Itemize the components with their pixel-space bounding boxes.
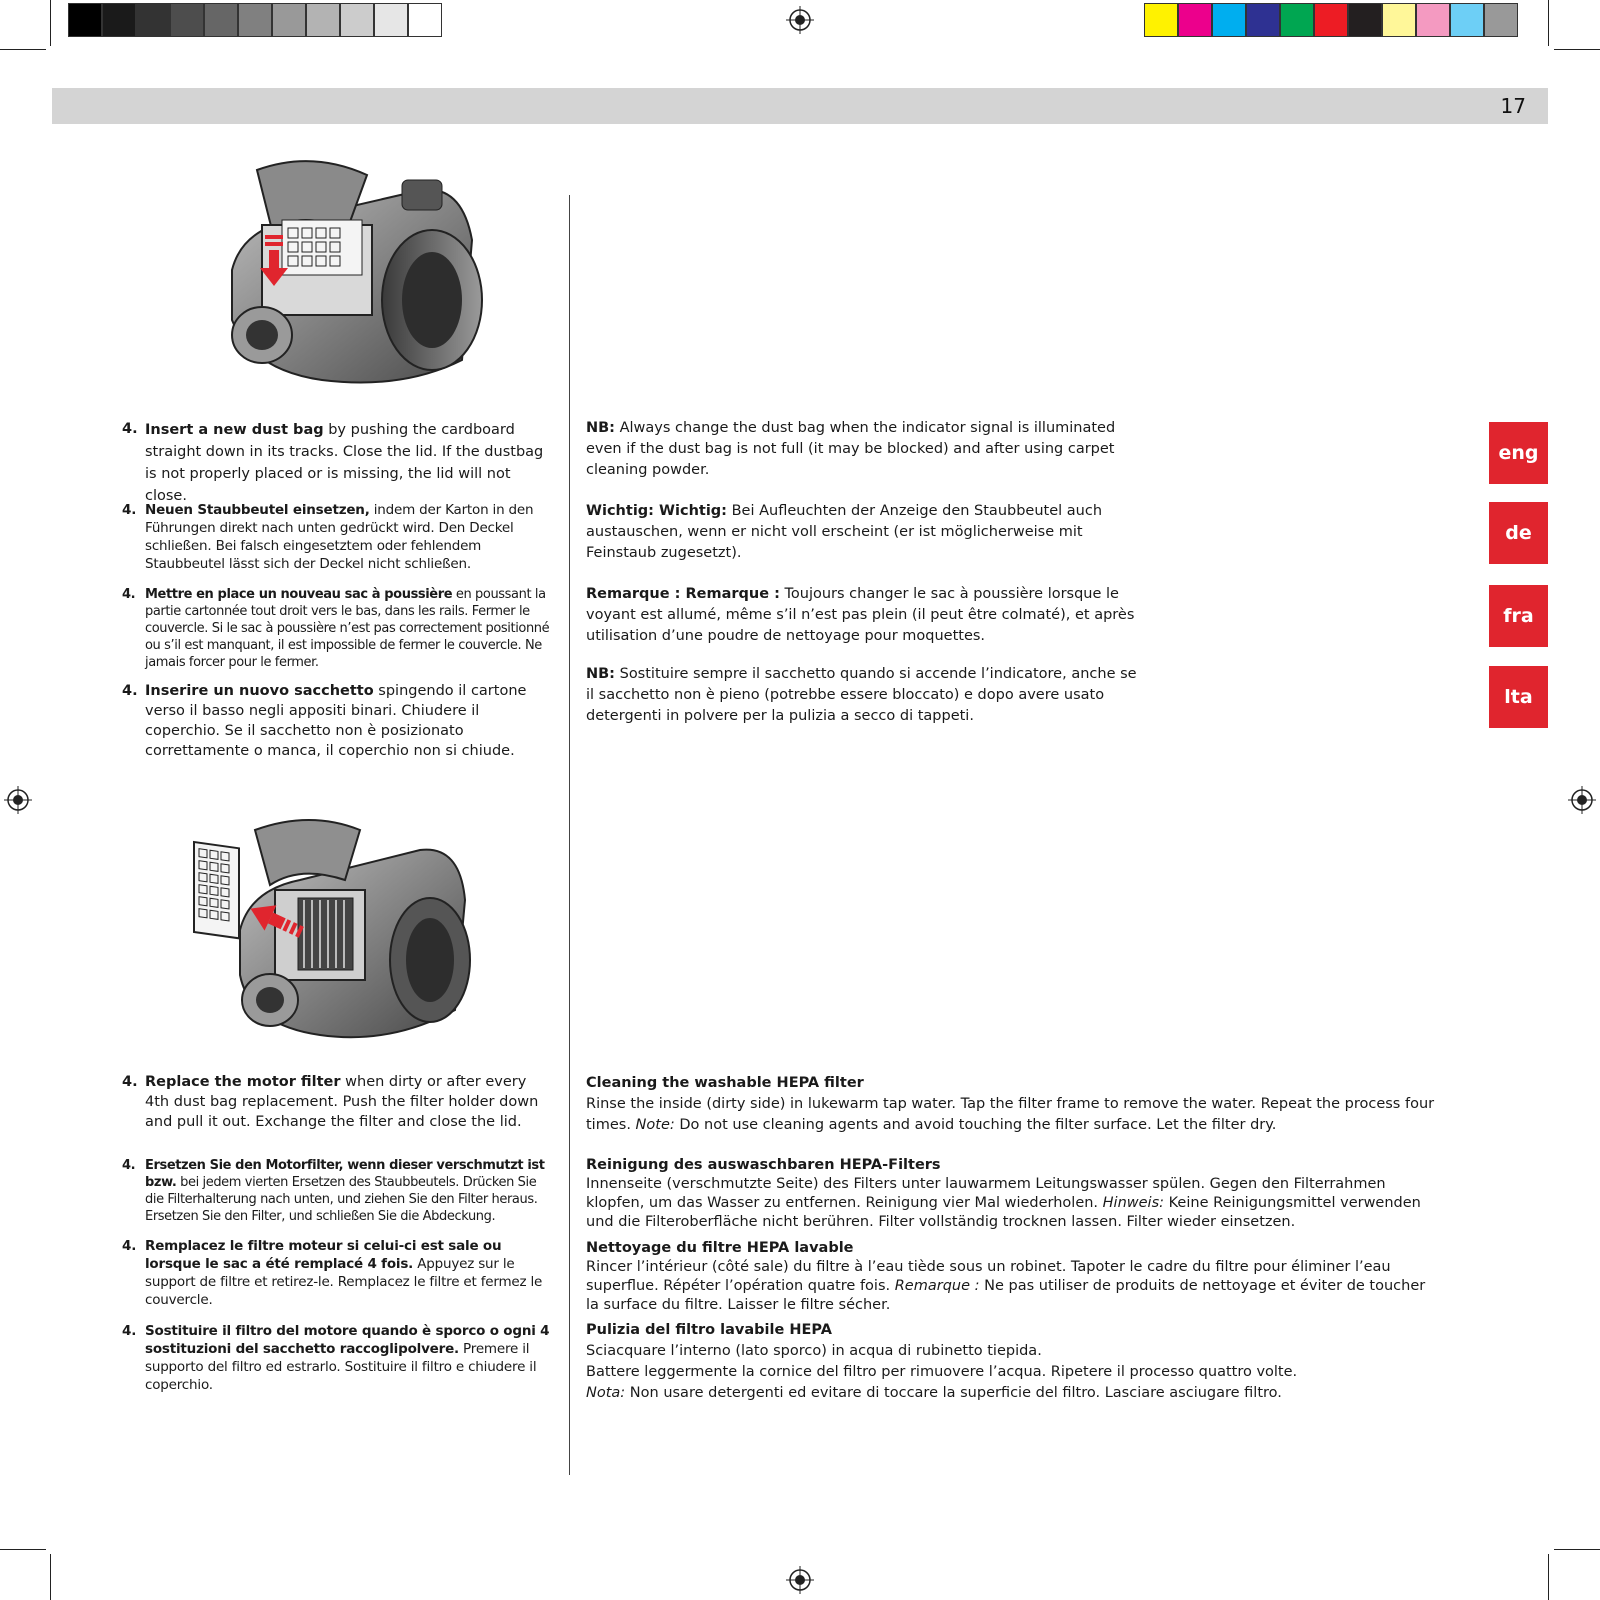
color-swatch [1212, 3, 1246, 37]
step-heading: Remplacez le filtre moteur si celui-ci est sale ou lorsque le sac a été remplacé 4 fois. [145, 1238, 502, 1272]
color-swatch [68, 3, 102, 37]
hepa-cleaning-eng [586, 1073, 1436, 1136]
color-swatch [374, 3, 408, 37]
hepa-note-label: Remarque : [894, 1278, 980, 1294]
step-text: Premere il supporto del filtro ed estrarlo. Sostituire il filtro e chiudere il coperchio. [145, 1341, 537, 1393]
hepa-text: Ne pas utiliser de produits de nettoyage et éviter de toucher la surface du filtre. Laisser le filtre sécher. [586, 1278, 1426, 1313]
step-number: 4. [122, 1074, 138, 1090]
step-number: 4. [122, 587, 136, 602]
hepa-text: Innenseite (verschmutzte Seite) des Filters unter lauwarmem Leitungswasser spülen. Gegen den Filterrahmen klopfen, um das Wasser zu entfernen. Reinigung vier Mal wiederholen. [586, 1176, 1386, 1211]
language-tab-de[interactable]: de [1489, 502, 1548, 564]
registration-mark-icon [4, 786, 32, 814]
registration-mark-icon [1568, 786, 1596, 814]
note-text: Sostituire sempre il sacchetto quando si accende l’indicatore, anche se il sacchetto non è pieno (potrebbe essere bloccato) e dopo avere usato detergenti in polvere per la pulizia a secco di tappeti. [586, 666, 1137, 724]
note-label: NB: [586, 666, 615, 682]
note-text: Toujours changer le sac à poussière lorsque le voyant est allumé, même s’il n’est pas plein (il peut être colmaté), et après utilisation d’une poudre de nettoyage pour moquettes. [586, 586, 1135, 644]
hepa-text: Rinse the inside (dirty side) in lukewarm tap water. Tap the filter frame to remove the water. Repeat the process four times. [586, 1096, 1435, 1133]
color-swatch [408, 3, 442, 37]
page-number: 17 [1500, 94, 1526, 118]
hepa-cleaning-ita [586, 1320, 1436, 1404]
hepa-heading: Nettoyage du filtre HEPA lavable [586, 1240, 854, 1256]
step-text: bei jedem vierten Ersetzen des Staubbeutels. Drücken Sie die Filterhalterung nach unten, und ziehen Sie den Filter heraus. Ersetzen Sie den Filter, und schließen Sie die Abdeckung. [145, 1175, 538, 1224]
step-heading: Insert a new dust bag [145, 422, 324, 438]
step-insert-dust-bag-fra [122, 586, 552, 671]
step-heading: Ersetzen Sie den Motorfilter, wenn dieser verschmutzt ist bzw. [145, 1158, 545, 1190]
color-swatch [1178, 3, 1212, 37]
vacuum-motor-filter-illustration [190, 810, 480, 1055]
note-label: NB: [586, 420, 615, 436]
hepa-note-label: Hinweis: [1102, 1195, 1165, 1211]
language-tab-fra[interactable]: fra [1489, 585, 1548, 647]
step-replace-motor-filter-fra [122, 1237, 552, 1309]
hepa-note-label: Nota: [586, 1385, 626, 1401]
crop-mark [0, 49, 46, 50]
hepa-text: Do not use cleaning agents and avoid touching the filter surface. Let the filter dry. [674, 1117, 1277, 1133]
step-insert-dust-bag-eng [122, 419, 552, 507]
hepa-text: Non usare detergenti ed evitare di toccare la superficie del filtro. Lasciare asciugare filtro. [625, 1385, 1282, 1401]
step-text: en poussant la partie cartonnée tout droit vers le bas, dans les rails. Fermer le couvercle. Si le sac à poussière n’est pas correctement positionné ou s’il est manquant, il est impossible de fermer le couvercle. Ne jamais forcer pour le fermer. [145, 587, 550, 670]
hepa-text: Keine Reinigungsmittel verwenden und die Filteroberfläche nicht berühren. Filter vollständig trocknen lassen. Filter wieder einsetzen. [586, 1195, 1421, 1230]
crop-mark [1548, 0, 1549, 46]
step-insert-dust-bag-ita [122, 681, 552, 761]
color-swatch [1382, 3, 1416, 37]
step-heading: Sostituire il filtro del motore quando è sporco o ogni 4 sostituzioni del sacchetto raccoglipolvere. [145, 1323, 550, 1357]
hepa-heading: Reinigung des auswaschbaren HEPA-Filters [586, 1157, 941, 1173]
vacuum-dust-bag-illustration [222, 150, 497, 395]
color-swatch [204, 3, 238, 37]
crop-mark [50, 0, 51, 46]
hepa-heading: Pulizia del filtro lavabile HEPA [586, 1322, 832, 1338]
crop-mark [0, 1549, 46, 1550]
hepa-note-label: Note: [635, 1117, 675, 1133]
crop-mark [50, 1554, 51, 1600]
note-ita [586, 664, 1146, 727]
step-replace-motor-filter-eng [122, 1072, 552, 1132]
step-number: 4. [122, 421, 138, 437]
crop-mark [1554, 1549, 1600, 1550]
color-swatch [306, 3, 340, 37]
hepa-text: Rincer l’intérieur (côté sale) du filtre à l’eau tiède sous un robinet. Tapoter le cadre du filtre pour éliminer l’eau superflue. Répéter l’opération quatre fois. [586, 1259, 1391, 1294]
step-replace-motor-filter-ita [122, 1322, 552, 1394]
column-divider [569, 195, 570, 1475]
note-de [586, 501, 1146, 564]
color-swatch [102, 3, 136, 37]
note-label: Remarque : Remarque : [586, 586, 780, 602]
step-heading: Replace the motor filter [145, 1074, 341, 1090]
color-swatch [1314, 3, 1348, 37]
language-tab-eng[interactable]: eng [1489, 422, 1548, 484]
crop-mark [1548, 1554, 1549, 1600]
step-number: 4. [122, 1238, 137, 1254]
note-text: Always change the dust bag when the indicator signal is illuminated even if the dust bag is not full (it may be blocked) and after using carpet cleaning powder. [586, 420, 1116, 478]
step-text: by pushing the cardboard straight down in its tracks. Close the lid. If the dustbag is not properly placed or is missing, the lid will not close. [145, 422, 544, 504]
step-text: Appuyez sur le support de filtre et retirez-le. Remplacez le filtre et fermez le couvercle. [145, 1256, 543, 1308]
step-text: spingendo il cartone verso il basso negli appositi binari. Chiudere il coperchio. Se il sacchetto non è posizionato correttamente o manca, il coperchio non si chiude. [145, 683, 527, 759]
color-swatch [1280, 3, 1314, 37]
registration-mark-icon [786, 1566, 814, 1594]
color-swatch [1144, 3, 1178, 37]
language-tab-ita[interactable]: lta [1489, 666, 1548, 728]
hepa-text: Sciacquare l’interno (lato sporco) in acqua di rubinetto tiepida. [586, 1343, 1042, 1359]
step-insert-dust-bag-de [122, 501, 552, 573]
hepa-cleaning-de [586, 1156, 1436, 1232]
note-fra [586, 584, 1146, 647]
step-number: 4. [122, 683, 138, 699]
registration-mark-icon [786, 6, 814, 34]
color-swatch [1246, 3, 1280, 37]
header-band [52, 88, 1548, 124]
step-text: when dirty or after every 4th dust bag replacement. Push the filter holder down and pull it out. Exchange the filter and close the lid. [145, 1074, 539, 1130]
step-number: 4. [122, 502, 137, 518]
step-heading: Mettre en place un nouveau sac à poussière [145, 587, 453, 602]
color-swatch [238, 3, 272, 37]
color-swatch [340, 3, 374, 37]
color-swatch [272, 3, 306, 37]
step-text: indem der Karton in den Führungen direkt nach unten gedrückt wird. Den Deckel schließen. Bei falsch eingesetztem oder fehlendem Staubbeutel lässt sich der Deckel nicht schließen. [145, 502, 534, 572]
note-text: Bei Aufleuchten der Anzeige den Staubbeutel auch austauschen, wenn er nicht voll erscheint (er ist möglicherweise mit Feinstaub zugesetzt). [586, 503, 1103, 561]
color-swatch [1484, 3, 1518, 37]
hepa-text: Battere leggermente la cornice del filtro per rimuovere l’acqua. Ripetere il processo quattro volte. [586, 1364, 1298, 1380]
step-heading: Inserire un nuovo sacchetto [145, 683, 374, 699]
color-swatch [170, 3, 204, 37]
step-replace-motor-filter-de [122, 1157, 552, 1225]
note-eng [586, 418, 1146, 481]
hepa-heading: Cleaning the washable HEPA filter [586, 1075, 864, 1091]
step-number: 4. [122, 1323, 137, 1339]
color-swatch [1348, 3, 1382, 37]
step-number: 4. [122, 1158, 136, 1173]
color-swatch [136, 3, 170, 37]
hepa-cleaning-fra [586, 1239, 1436, 1315]
color-swatch [1416, 3, 1450, 37]
step-heading: Neuen Staubbeutel einsetzen, [145, 502, 370, 518]
color-swatch [1450, 3, 1484, 37]
note-label: Wichtig: Wichtig: [586, 503, 727, 519]
crop-mark [1554, 49, 1600, 50]
